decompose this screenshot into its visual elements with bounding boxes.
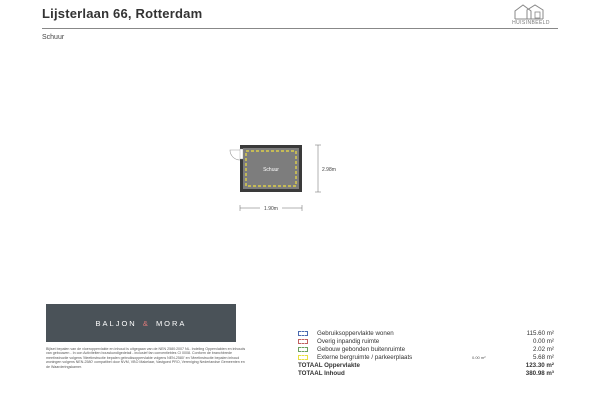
total-label: TOTAAL Oppervlakte [298, 362, 360, 369]
width-dimension-label: 1.90m [264, 206, 278, 212]
page-title: Lijsterlaan 66, Rotterdam [42, 6, 203, 21]
swatch-living [298, 331, 308, 336]
swatch-outdoor [298, 347, 308, 352]
agency-logo [46, 304, 236, 342]
swatch-other-indoor [298, 339, 308, 344]
door-opening [240, 149, 243, 159]
total-area-row [298, 362, 554, 370]
legend-row-external-storage [298, 354, 554, 362]
legend-value: 5.68 m² [533, 354, 554, 361]
legend-row-outdoor [298, 346, 554, 354]
legend-value: 0.00 m² [533, 338, 554, 345]
area-legend [298, 330, 554, 378]
legend-value: 2.02 m² [533, 346, 554, 353]
legend-row-living [298, 330, 554, 338]
agency-name-part1: BALJON [95, 318, 137, 328]
agency-name-part2: MORA [155, 318, 187, 328]
legend-label: Externe bergruimte / parkeerplaats [317, 354, 413, 361]
height-dimension-label: 2.98m [322, 167, 336, 173]
floor-label: Schuur [42, 34, 65, 41]
total-label: TOTAAL Inhoud [298, 370, 345, 377]
legend-extra-value: 0.00 m² [472, 355, 486, 360]
legend-label: Overig inpandig ruimte [317, 338, 380, 345]
total-value: 123.30 m² [525, 362, 554, 369]
legend-label: Gebruiksoppervlakte wonen [317, 330, 394, 337]
room-label: Schuur [263, 167, 279, 173]
legend-row-other-indoor [298, 338, 554, 346]
logo-text: HUISINBEELD [512, 20, 550, 26]
measurement-disclaimer: Bijlset bepalen van de vloeroppervlakte en inhoud is uitgegaan van de NEN 2580:2007 NL. Indeling Oppervlakten en inhouds van gebouwen - In con Activiteiten bouwkundigedetail - inclusief fan conventiebles CI 0008. Conform de branchbrede meetinstructie volgens 'Meetinstructie bepalen gebruiksoppervlakte volgens NEN-2580' en 'Meetinstructie bepalen inhoud woningen volgens NEN-2580' compatibel door NVM, VBO Makelaar, Vastgoed PRO, Vereniging Nederlandse Gemeenten en de Waarderingskamer. [46, 347, 246, 369]
legend-label: Gebouw gebonden buitenruimte [317, 346, 406, 353]
door-swing [230, 150, 240, 160]
swatch-external-storage [298, 355, 308, 360]
agency-name [96, 319, 187, 328]
agency-name-ampersand: & [142, 318, 150, 328]
total-volume-row [298, 370, 554, 378]
total-value: 380.98 m³ [525, 370, 554, 377]
legend-value: 115.60 m² [526, 330, 554, 337]
